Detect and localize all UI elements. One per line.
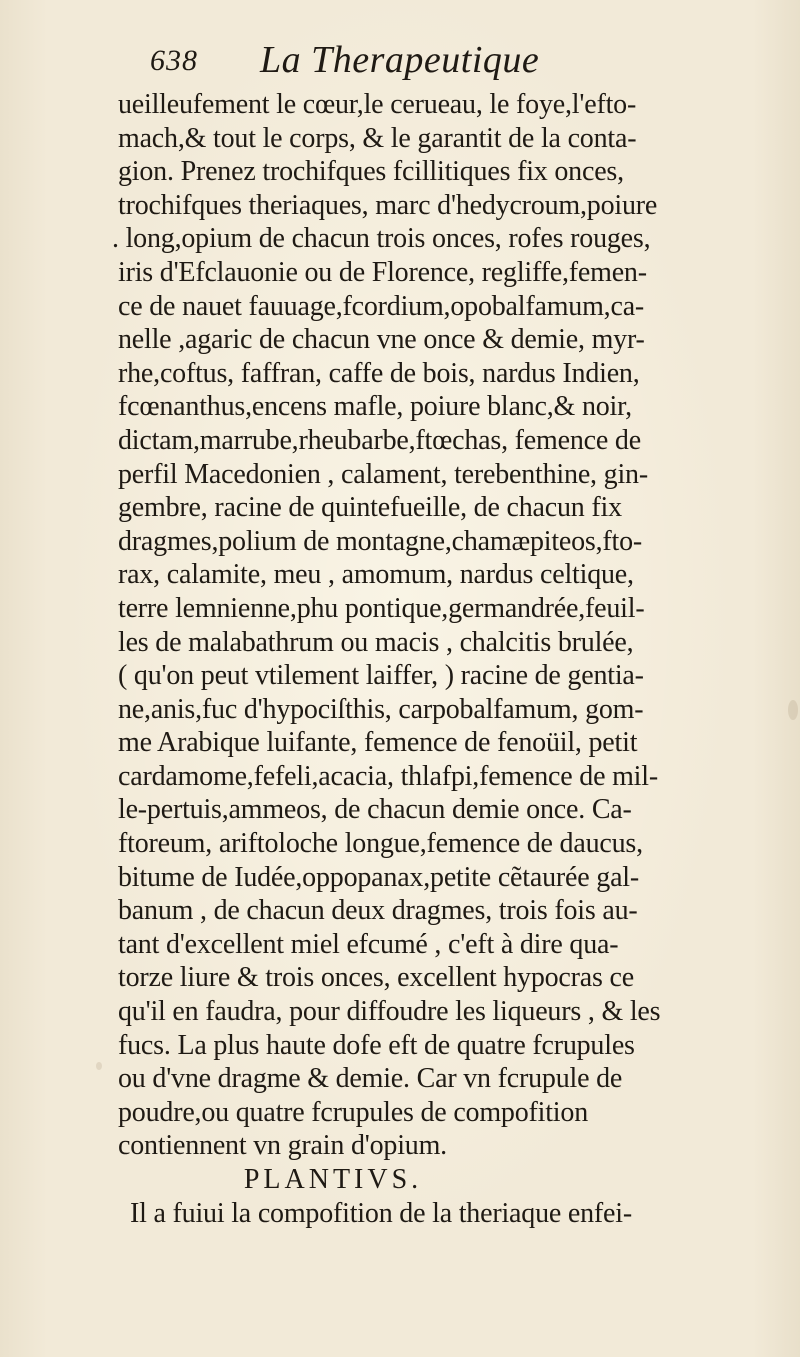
text-line: qu'il en faudra, pour diffoudre les liqueurs , & les xyxy=(118,996,661,1028)
text-line: rhe,coftus, faffran, caffe de bois, nardus Indien, xyxy=(118,357,640,389)
text-line: ne,anis,fuc d'hypociſthis, carpobalfamum, gom- xyxy=(118,693,644,725)
text-line: ueilleufement le cœur,le cerueau, le foye,l'efto- xyxy=(118,89,637,120)
paper-stain xyxy=(96,1062,102,1070)
text-line: torze liure & trois onces, excellent hypocras ce xyxy=(118,962,634,994)
text-line: iris d'Efclauonie ou de Florence, regliffe,femen- xyxy=(118,256,647,288)
text-line: perfil Macedonien , calament, terebenthine, gin- xyxy=(118,458,648,490)
page-number: 638 xyxy=(150,44,198,77)
text-line: tant d'excellent miel efcumé , c'eft à dire qua- xyxy=(118,928,619,960)
text-line: le-pertuis,ammeos, de chacun demie once. Ca- xyxy=(118,794,632,826)
text-line: cardamome,fefeli,acacia, thlafpi,femence de mil- xyxy=(118,760,658,792)
section-heading: PLANTIVS. xyxy=(243,1164,423,1195)
text-line: dictam,marrube,rheubarbe,ftœchas, femence de xyxy=(118,424,641,456)
text-line: ou d'vne dragme & demie. Car vn fcrupule de xyxy=(118,1063,623,1095)
text-line: ( qu'on peut vtilement laiffer, ) racine de gentia- xyxy=(118,660,644,692)
page-header xyxy=(150,38,710,88)
text-line: gembre, racine de quintefueille, de chacun fix xyxy=(118,492,622,524)
text-line: contiennent vn grain d'opium. xyxy=(118,1130,447,1162)
text-line: fcœnanthus,encens mafle, poiure blanc,& noir, xyxy=(118,391,632,423)
text-line: bitume de Iudée,oppopanax,petite cẽtaurée gal- xyxy=(118,861,639,893)
text-line: Il a fuiui la compofition de la theriaque enfei- xyxy=(130,1198,632,1229)
text-line: nelle ,agaric de chacun vne once & demie, myr- xyxy=(118,324,645,356)
text-line: ftoreum, ariftoloche longue,femence de daucus, xyxy=(118,828,643,860)
running-title: La Therapeutique xyxy=(260,39,540,81)
text-line: poudre,ou quatre fcrupules de compofition xyxy=(118,1096,588,1128)
text-line: . long,opium de chacun trois onces, rofes rouges, xyxy=(112,223,651,255)
text-line: rax, calamite, meu , amomum, nardus celtique, xyxy=(118,559,634,591)
text-line: gion. Prenez trochifques fcillitiques fix onces, xyxy=(118,156,624,188)
text-line: me Arabique luifante, femence de fenoüil, petit xyxy=(118,727,638,759)
body-text xyxy=(112,88,718,1231)
text-line: trochifques theriaques, marc d'hedycroum,poiure xyxy=(118,189,658,221)
text-line: mach,& tout le corps, & le garantit de la conta- xyxy=(118,122,637,154)
paper-stain xyxy=(788,700,798,720)
text-line: les de malabathrum ou macis , chalcitis brulée, xyxy=(118,626,634,658)
text-line: terre lemnienne,phu pontique,germandrée,feuil- xyxy=(118,592,645,624)
text-line: banum , de chacun deux dragmes, trois fois au- xyxy=(118,895,638,927)
text-line: fucs. La plus haute dofe eft de quatre fcrupules xyxy=(118,1029,635,1061)
text-line: dragmes,polium de montagne,chamæpiteos,fto- xyxy=(118,525,643,557)
text-line: ce de nauet fauuage,fcordium,opobalfamum,ca- xyxy=(118,290,645,322)
